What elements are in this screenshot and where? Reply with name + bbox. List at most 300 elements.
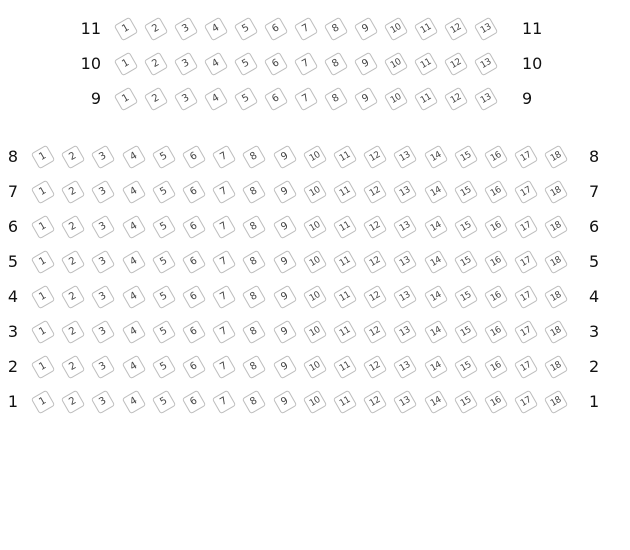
seat[interactable]	[267, 55, 285, 73]
seat-number: 1	[37, 325, 49, 338]
seat[interactable]	[357, 90, 375, 108]
seat-number: 15	[458, 290, 473, 304]
seat-number: 2	[67, 325, 79, 338]
seat[interactable]	[155, 253, 173, 271]
seat-number: 1	[120, 22, 132, 35]
seat-number: 10	[388, 57, 404, 71]
seat-number: 18	[549, 255, 564, 269]
seat[interactable]	[155, 358, 173, 376]
seat[interactable]	[427, 148, 445, 166]
seat-number: 6	[188, 255, 200, 268]
seat-number: 9	[278, 360, 290, 373]
seat[interactable]	[276, 288, 294, 306]
seat[interactable]	[94, 358, 112, 376]
seat-number: 12	[448, 57, 464, 71]
seat[interactable]	[215, 323, 233, 341]
seat[interactable]	[547, 183, 565, 201]
seat-number: 6	[188, 220, 200, 233]
seat[interactable]	[517, 183, 535, 201]
seat-number: 4	[210, 22, 222, 35]
seat[interactable]	[94, 218, 112, 236]
seat-number: 6	[188, 360, 200, 373]
seat-number: 4	[210, 57, 222, 70]
seat[interactable]	[215, 393, 233, 411]
seat[interactable]	[427, 393, 445, 411]
seat[interactable]	[487, 183, 505, 201]
seat-number: 9	[278, 395, 290, 408]
seat[interactable]	[547, 148, 565, 166]
seat-number: 17	[519, 325, 534, 339]
seat-number: 2	[67, 290, 79, 303]
seat-number: 4	[127, 395, 139, 408]
seat[interactable]	[396, 253, 414, 271]
seat-number: 9	[278, 185, 290, 198]
seat-number: 18	[549, 185, 564, 199]
seat-number: 7	[218, 325, 230, 338]
seat[interactable]	[237, 55, 255, 73]
seat[interactable]	[517, 358, 535, 376]
seat[interactable]	[245, 148, 263, 166]
seat[interactable]	[447, 90, 465, 108]
seat-number: 18	[549, 220, 564, 234]
seat[interactable]	[336, 358, 354, 376]
seat[interactable]	[366, 323, 384, 341]
seat[interactable]	[547, 253, 565, 271]
seat[interactable]	[387, 90, 405, 108]
seat[interactable]	[396, 148, 414, 166]
seat-number: 13	[398, 220, 413, 234]
seat[interactable]	[457, 218, 475, 236]
seat[interactable]	[427, 288, 445, 306]
seat[interactable]	[457, 253, 475, 271]
seat-number: 5	[158, 185, 170, 198]
row-label-left: 5	[7, 252, 18, 271]
seat[interactable]	[125, 288, 143, 306]
seat[interactable]	[547, 393, 565, 411]
seat[interactable]	[477, 55, 495, 73]
seat[interactable]	[336, 253, 354, 271]
seat-number: 3	[97, 185, 109, 198]
seat-number: 10	[307, 150, 322, 164]
seat-number: 2	[150, 57, 162, 70]
seat[interactable]	[215, 148, 233, 166]
seat[interactable]	[155, 218, 173, 236]
seat-number: 4	[127, 185, 139, 198]
seat-number: 8	[248, 185, 260, 198]
seat-number: 12	[368, 325, 383, 339]
seat[interactable]	[336, 183, 354, 201]
seat-number: 4	[127, 150, 139, 163]
seat[interactable]	[306, 148, 324, 166]
seat-number: 11	[337, 220, 353, 234]
seat-number: 13	[398, 185, 413, 199]
seat[interactable]	[366, 218, 384, 236]
seat[interactable]	[177, 55, 195, 73]
seat[interactable]	[147, 55, 165, 73]
seat-number: 1	[37, 255, 49, 268]
seat[interactable]	[155, 183, 173, 201]
seat-number: 1	[37, 395, 49, 408]
seat-number: 7	[218, 185, 230, 198]
seat[interactable]	[185, 148, 203, 166]
seat[interactable]	[185, 393, 203, 411]
seat[interactable]	[477, 20, 495, 38]
seat[interactable]	[34, 148, 52, 166]
seat[interactable]	[125, 218, 143, 236]
seat[interactable]	[297, 55, 315, 73]
seat[interactable]	[427, 358, 445, 376]
seat-number: 5	[158, 255, 170, 268]
seat[interactable]	[94, 323, 112, 341]
seat-number: 3	[180, 57, 192, 70]
seat[interactable]	[306, 253, 324, 271]
seat[interactable]	[327, 90, 345, 108]
seat[interactable]	[147, 90, 165, 108]
row-label-right: 11	[522, 19, 543, 38]
seat[interactable]	[185, 253, 203, 271]
seat[interactable]	[276, 183, 294, 201]
seat[interactable]	[94, 148, 112, 166]
seat[interactable]	[215, 218, 233, 236]
seat-number: 15	[458, 150, 473, 164]
row-label-left: 11	[80, 19, 101, 38]
seat[interactable]	[306, 323, 324, 341]
seat-number: 13	[478, 57, 494, 71]
seat[interactable]	[185, 288, 203, 306]
seat-number: 6	[270, 57, 282, 70]
seat-number: 6	[188, 395, 200, 408]
seat-number: 2	[67, 185, 79, 198]
seat-number: 17	[519, 395, 534, 409]
seat-number: 14	[428, 150, 443, 164]
seat-number: 15	[458, 360, 473, 374]
seat[interactable]	[34, 323, 52, 341]
seat[interactable]	[327, 55, 345, 73]
seat[interactable]	[306, 288, 324, 306]
seat[interactable]	[487, 358, 505, 376]
row-label-left: 2	[7, 357, 18, 376]
seat[interactable]	[427, 253, 445, 271]
seat[interactable]	[457, 288, 475, 306]
seat[interactable]	[387, 55, 405, 73]
row-label-right: 7	[589, 182, 600, 201]
seat[interactable]	[276, 218, 294, 236]
seat[interactable]	[427, 218, 445, 236]
seat[interactable]	[417, 90, 435, 108]
seat[interactable]	[94, 183, 112, 201]
seat[interactable]	[297, 20, 315, 38]
row-label-right: 3	[589, 322, 600, 341]
row-label-left: 1	[7, 392, 18, 411]
seat[interactable]	[517, 253, 535, 271]
seat[interactable]	[125, 358, 143, 376]
seat[interactable]	[517, 218, 535, 236]
seat[interactable]	[396, 323, 414, 341]
seat-number: 12	[368, 360, 383, 374]
seat[interactable]	[457, 358, 475, 376]
seat[interactable]	[276, 358, 294, 376]
seat[interactable]	[417, 55, 435, 73]
seat[interactable]	[185, 183, 203, 201]
seat[interactable]	[64, 183, 82, 201]
seat-number: 13	[398, 325, 413, 339]
row-label-left: 3	[7, 322, 18, 341]
row-label-left: 9	[90, 89, 101, 108]
seat[interactable]	[457, 148, 475, 166]
seat-number: 18	[549, 325, 564, 339]
seat[interactable]	[457, 323, 475, 341]
seat[interactable]	[155, 148, 173, 166]
seat[interactable]	[237, 90, 255, 108]
seat[interactable]	[64, 253, 82, 271]
seat-number: 6	[270, 92, 282, 105]
seat-number: 8	[248, 325, 260, 338]
seat[interactable]	[177, 90, 195, 108]
seat[interactable]	[185, 323, 203, 341]
seat[interactable]	[155, 288, 173, 306]
seat[interactable]	[487, 253, 505, 271]
seat-number: 9	[278, 290, 290, 303]
seat[interactable]	[155, 323, 173, 341]
seat-number: 12	[368, 220, 383, 234]
seat[interactable]	[215, 253, 233, 271]
seat[interactable]	[417, 20, 435, 38]
seat[interactable]	[297, 90, 315, 108]
seat-number: 16	[488, 185, 504, 199]
seat[interactable]	[366, 148, 384, 166]
seat[interactable]	[487, 288, 505, 306]
seat[interactable]	[477, 90, 495, 108]
seat-number: 1	[120, 92, 132, 105]
seat[interactable]	[125, 323, 143, 341]
seat[interactable]	[64, 148, 82, 166]
seat[interactable]	[547, 358, 565, 376]
seat[interactable]	[387, 20, 405, 38]
seat-number: 4	[127, 220, 139, 233]
seat-number: 11	[337, 395, 353, 409]
seat[interactable]	[215, 358, 233, 376]
seat[interactable]	[237, 20, 255, 38]
seat-number: 14	[428, 290, 443, 304]
seat[interactable]	[276, 393, 294, 411]
seat[interactable]	[207, 20, 225, 38]
seat[interactable]	[447, 55, 465, 73]
seat[interactable]	[336, 393, 354, 411]
seat[interactable]	[447, 20, 465, 38]
seat-number: 9	[360, 57, 372, 70]
seat[interactable]	[306, 183, 324, 201]
seat[interactable]	[306, 218, 324, 236]
seat[interactable]	[276, 323, 294, 341]
seat[interactable]	[366, 253, 384, 271]
seat-number: 2	[67, 395, 79, 408]
seat[interactable]	[125, 148, 143, 166]
seat-number: 11	[418, 57, 434, 71]
seat[interactable]	[276, 148, 294, 166]
seat-number: 10	[307, 290, 322, 304]
seat-number: 8	[330, 92, 342, 105]
seat[interactable]	[34, 183, 52, 201]
seat[interactable]	[34, 288, 52, 306]
seat[interactable]	[396, 183, 414, 201]
seat[interactable]	[396, 358, 414, 376]
seat[interactable]	[306, 393, 324, 411]
seat[interactable]	[245, 358, 263, 376]
seat[interactable]	[267, 20, 285, 38]
seat-number: 5	[240, 92, 252, 105]
seat-number: 11	[418, 22, 434, 36]
seat-number: 2	[67, 220, 79, 233]
seat[interactable]	[487, 393, 505, 411]
seat[interactable]	[396, 288, 414, 306]
seat-number: 4	[127, 325, 139, 338]
row-label-left: 8	[7, 147, 18, 166]
seat-number: 16	[488, 395, 504, 409]
seat[interactable]	[457, 393, 475, 411]
seat-number: 10	[307, 220, 322, 234]
seat[interactable]	[117, 90, 135, 108]
seat[interactable]	[64, 323, 82, 341]
seat[interactable]	[64, 218, 82, 236]
seat[interactable]	[245, 323, 263, 341]
seat-number: 9	[278, 255, 290, 268]
seat-number: 4	[127, 290, 139, 303]
seat[interactable]	[267, 90, 285, 108]
seat[interactable]	[245, 288, 263, 306]
seat[interactable]	[396, 218, 414, 236]
seat-number: 10	[307, 395, 322, 409]
seat[interactable]	[125, 393, 143, 411]
seat-number: 12	[368, 395, 383, 409]
seat[interactable]	[64, 288, 82, 306]
seat[interactable]	[357, 20, 375, 38]
seat[interactable]	[427, 183, 445, 201]
seat-number: 8	[248, 290, 260, 303]
seat[interactable]	[306, 358, 324, 376]
seat-number: 13	[398, 150, 413, 164]
seat-number: 16	[488, 360, 504, 374]
seat-number: 14	[428, 395, 443, 409]
seat[interactable]	[517, 393, 535, 411]
seat[interactable]	[245, 253, 263, 271]
seat[interactable]	[34, 358, 52, 376]
seat[interactable]	[215, 183, 233, 201]
seat[interactable]	[245, 218, 263, 236]
seat-number: 5	[158, 325, 170, 338]
seat[interactable]	[366, 288, 384, 306]
seat[interactable]	[125, 253, 143, 271]
seat[interactable]	[336, 288, 354, 306]
seat[interactable]	[487, 148, 505, 166]
seat[interactable]	[366, 393, 384, 411]
seat[interactable]	[396, 393, 414, 411]
seat[interactable]	[155, 393, 173, 411]
seat-number: 6	[188, 150, 200, 163]
seat-number: 15	[458, 395, 473, 409]
seat-number: 9	[360, 22, 372, 35]
seat-number: 16	[488, 150, 504, 164]
seat[interactable]	[207, 90, 225, 108]
seat-number: 13	[478, 22, 494, 36]
seat[interactable]	[34, 218, 52, 236]
seat[interactable]	[517, 323, 535, 341]
seat[interactable]	[177, 20, 195, 38]
seat[interactable]	[147, 20, 165, 38]
seat[interactable]	[64, 358, 82, 376]
seat[interactable]	[357, 55, 375, 73]
seat[interactable]	[517, 148, 535, 166]
seat-number: 12	[448, 22, 464, 36]
seat[interactable]	[185, 218, 203, 236]
seat-number: 16	[488, 290, 504, 304]
seat[interactable]	[94, 393, 112, 411]
seat[interactable]	[125, 183, 143, 201]
seat-number: 17	[519, 220, 534, 234]
seat[interactable]	[94, 288, 112, 306]
seat-number: 4	[127, 360, 139, 373]
seat[interactable]	[276, 253, 294, 271]
seat-number: 9	[278, 150, 290, 163]
seat[interactable]	[427, 323, 445, 341]
seat[interactable]	[336, 218, 354, 236]
seat[interactable]	[245, 393, 263, 411]
seat[interactable]	[366, 183, 384, 201]
seat[interactable]	[366, 358, 384, 376]
seat[interactable]	[64, 393, 82, 411]
seat[interactable]	[487, 323, 505, 341]
seat[interactable]	[336, 148, 354, 166]
seat[interactable]	[336, 323, 354, 341]
seat[interactable]	[34, 253, 52, 271]
seat[interactable]	[94, 253, 112, 271]
seat-number: 7	[218, 360, 230, 373]
seat[interactable]	[215, 288, 233, 306]
seat[interactable]	[547, 323, 565, 341]
seat-number: 2	[67, 150, 79, 163]
seat-number: 13	[398, 290, 413, 304]
seat[interactable]	[117, 20, 135, 38]
row-label-right: 10	[522, 54, 543, 73]
seat[interactable]	[245, 183, 263, 201]
seat[interactable]	[185, 358, 203, 376]
seat-number: 2	[150, 92, 162, 105]
row-label-right: 9	[522, 89, 533, 108]
seat[interactable]	[487, 218, 505, 236]
seat[interactable]	[547, 288, 565, 306]
seat-number: 2	[150, 22, 162, 35]
row-label-right: 2	[589, 357, 600, 376]
row-label-right: 4	[589, 287, 600, 306]
seat-number: 17	[519, 185, 534, 199]
seat-number: 11	[418, 92, 434, 106]
seat[interactable]	[547, 218, 565, 236]
seat-number: 3	[97, 150, 109, 163]
seat-number: 17	[519, 360, 534, 374]
seat-number: 3	[97, 290, 109, 303]
seat[interactable]	[34, 393, 52, 411]
seat[interactable]	[517, 288, 535, 306]
seat[interactable]	[207, 55, 225, 73]
seat-number: 11	[337, 360, 353, 374]
seat[interactable]	[457, 183, 475, 201]
seat-number: 6	[188, 185, 200, 198]
seat-number: 15	[458, 255, 473, 269]
seat[interactable]	[327, 20, 345, 38]
seat[interactable]	[117, 55, 135, 73]
seat-number: 12	[368, 185, 383, 199]
seat-number: 9	[360, 92, 372, 105]
seat-number: 9	[278, 220, 290, 233]
